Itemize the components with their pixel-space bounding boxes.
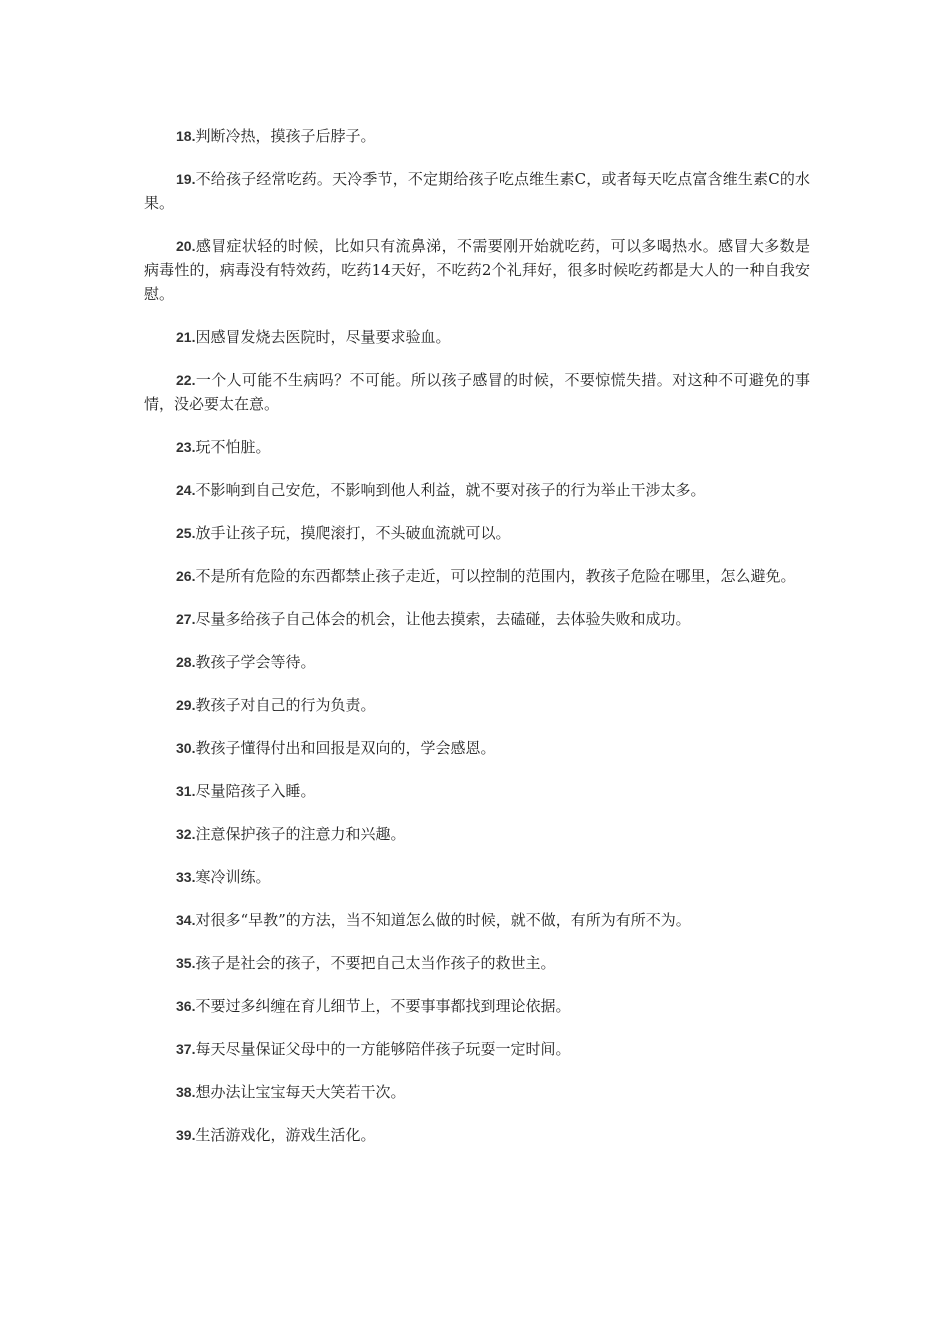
item-text: 想办法让宝宝每天大笑若干次。 — [195, 1083, 406, 1101]
item-number: 32. — [176, 826, 196, 842]
item-text: 不影响到自己安危，不影响到他人利益，就不要对孩子的行为举止干涉太多。 — [195, 481, 706, 499]
item-number: 39. — [176, 1127, 196, 1143]
item-text: 尽量陪孩子入睡。 — [195, 782, 316, 800]
item-number: 30. — [176, 740, 196, 756]
item-text: 因感冒发烧去医院时，尽量要求验血。 — [195, 328, 451, 346]
list-item — [144, 951, 810, 975]
list-item — [144, 167, 810, 215]
list-item — [144, 521, 810, 545]
item-text: 感冒症状轻的时候，比如只有流鼻涕，不需要刚开始就吃药，可以多喝热水。感冒大多数是病毒性的，病毒没有特效药，吃药14天好，不吃药2个礼拜好，很多时候吃药都是大人的一种自我安慰。 — [144, 237, 810, 303]
item-number: 24. — [176, 482, 196, 498]
item-number: 27. — [176, 611, 196, 627]
item-text: 教孩子懂得付出和回报是双向的，学会感恩。 — [195, 739, 496, 757]
item-number: 29. — [176, 697, 196, 713]
item-number: 28. — [176, 654, 196, 670]
item-text: 寒冷训练。 — [195, 868, 271, 886]
item-number: 26. — [176, 568, 196, 584]
item-number: 37. — [176, 1041, 196, 1057]
item-text: 孩子是社会的孩子，不要把自己太当作孩子的救世主。 — [195, 954, 556, 972]
item-text: 判断冷热，摸孩子后脖子。 — [195, 127, 376, 145]
item-text: 尽量多给孩子自己体会的机会，让他去摸索，去磕碰，去体验失败和成功。 — [195, 610, 691, 628]
item-number: 35. — [176, 955, 196, 971]
item-number: 22. — [176, 372, 196, 388]
item-number: 18. — [176, 128, 196, 144]
list-item — [144, 736, 810, 760]
list-item — [144, 435, 810, 459]
tips-list — [144, 124, 810, 1166]
list-item — [144, 693, 810, 717]
list-item — [144, 650, 810, 674]
list-item — [144, 1123, 810, 1147]
list-item — [144, 1080, 810, 1104]
item-number: 31. — [176, 783, 196, 799]
item-text: 注意保护孩子的注意力和兴趣。 — [195, 825, 406, 843]
list-item — [144, 865, 810, 889]
list-item — [144, 994, 810, 1018]
item-text: 教孩子对自己的行为负责。 — [195, 696, 376, 714]
item-text: 不给孩子经常吃药。天冷季节，不定期给孩子吃点维生素C，或者每天吃点富含维生素C的水果。 — [144, 170, 810, 212]
item-text: 放手让孩子玩，摸爬滚打，不头破血流就可以。 — [195, 524, 511, 542]
item-text: 教孩子学会等待。 — [195, 653, 316, 671]
item-number: 20. — [176, 238, 196, 254]
item-number: 25. — [176, 525, 196, 541]
item-text: 一个人可能不生病吗？不可能。所以孩子感冒的时候，不要惊慌失措。对这种不可避免的事情，没必要太在意。 — [144, 371, 810, 413]
list-item — [144, 779, 810, 803]
item-number: 23. — [176, 439, 196, 455]
list-item — [144, 607, 810, 631]
item-number: 38. — [176, 1084, 196, 1100]
list-item — [144, 1037, 810, 1061]
list-item — [144, 368, 810, 416]
list-item — [144, 234, 810, 306]
item-number: 19. — [176, 171, 196, 187]
item-text: 玩不怕脏。 — [195, 438, 271, 456]
item-text: 生活游戏化，游戏生活化。 — [195, 1126, 376, 1144]
list-item — [144, 325, 810, 349]
item-text: 每天尽量保证父母中的一方能够陪伴孩子玩耍一定时间。 — [195, 1040, 571, 1058]
list-item — [144, 908, 810, 932]
item-number: 34. — [176, 912, 196, 928]
list-item — [144, 124, 810, 148]
list-item — [144, 822, 810, 846]
list-item — [144, 564, 810, 588]
item-text: 不是所有危险的东西都禁止孩子走近，可以控制的范围内，教孩子危险在哪里，怎么避免。 — [195, 567, 796, 585]
item-number: 36. — [176, 998, 196, 1014]
item-number: 21. — [176, 329, 196, 345]
item-text: 对很多“早教”的方法，当不知道怎么做的时候，就不做，有所为有所不为。 — [195, 911, 691, 929]
item-text: 不要过多纠缠在育儿细节上，不要事事都找到理论依据。 — [195, 997, 571, 1015]
item-number: 33. — [176, 869, 196, 885]
list-item — [144, 478, 810, 502]
